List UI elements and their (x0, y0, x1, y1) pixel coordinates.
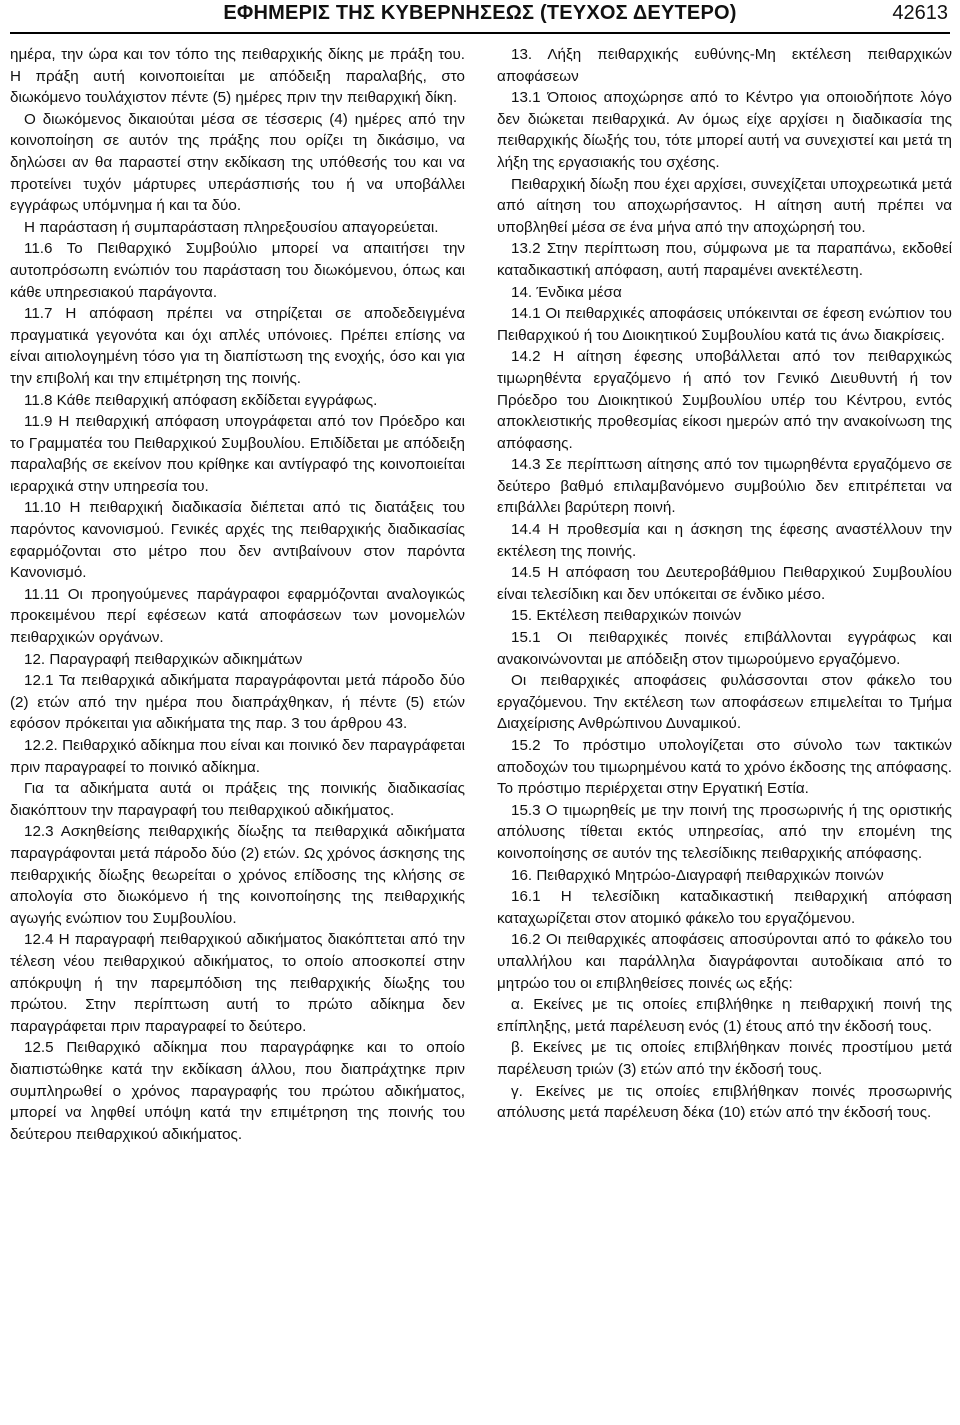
paragraph: 12.5 Πειθαρχικό αδίκημα που παραγράφηκε και το οποίο διαπιστώθηκε κατά την εκδίκαση άλλου, που διαπράχτηκε πριν συμπληρωθεί ο χρόνος παραγραφής του πρώτου αδικήματος, μπορεί να ληφθεί υπόψη κατά την επιμέτρηση της ποινής του δεύτερου πειθαρχικού αδικήματος. (10, 1039, 465, 1143)
paragraph: 15.3 Ο τιμωρηθείς με την ποινή της προσωρινής ή της οριστικής απόλυσης τίθεται εκτός υπηρεσίας, από την επομένη της κοινοποίησης σε αυτόν της τελεσίδικης πειθαρχικής απόφασης. (497, 801, 952, 862)
paragraph: 14.5 Η απόφαση του Δευτεροβάθμιου Πειθαρχικού Συμβουλίου είναι τελεσίδικη και δεν υπόκειται σε ένδικο μέσο. (497, 564, 952, 603)
paragraph: Για τα αδικήματα αυτά οι πράξεις της ποινικής διαδικασίας διακόπτουν την παραγραφή του πειθαρχικού αδικήματος. (10, 780, 465, 819)
paragraph: 12.1 Τα πειθαρχικά αδικήματα παραγράφονται μετά πάροδο δύο (2) ετών από την ημέρα που διαπράχθηκαν, ή πέντε (5) ετών εφόσον πρόκειται για αδικήματα της παρ. 3 του άρθρου 43. (10, 672, 465, 733)
paragraph: 14.4 Η προθεσμία και η άσκηση της έφεσης αναστέλλουν την εκτέλεση της ποινής. (497, 521, 952, 560)
paragraph: Η παράσταση ή συμπαράσταση πληρεξουσίου απαγορεύεται. (24, 218, 439, 236)
paragraph: 14.1 Οι πειθαρχικές αποφάσεις υπόκεινται σε έφεση ενώπιον του Πειθαρχικού ή του Διοικητικού Συμβουλίου κατά τις άνω διακρίσεις. (497, 305, 952, 344)
paragraph: 15.1 Οι πειθαρχικές ποινές επιβάλλονται εγγράφως και ανακοινώνονται με απόδειξη στον τιμωρούμενο εργαζόμενο. (497, 629, 952, 668)
right-column (497, 44, 952, 1124)
left-column (10, 44, 465, 1145)
paragraph: β. Εκείνες με τις οποίες επιβλήθηκαν ποινές προστίμου μετά παρέλευση τριών (3) ετών από την έκδοσή τους. (497, 1039, 952, 1078)
paragraph: 13.1 Όποιος αποχώρησε από το Κέντρο για οποιοδήποτε λόγο δεν διώκεται πειθαρχικά. Αν όμως είχε αρχίσει η διαδικασία της πειθαρχικής δίωξής του, τότε μπορεί αυτή να συνεχιστεί και μετά τη λήξη της εργασιακής του σχέσης. (497, 89, 952, 171)
paragraph: 12.4 Η παραγραφή πειθαρχικού αδικήματος διακόπτεται από την τέλεση νέου πειθαρχικού αδικήματος, το οποίο αποσκοπεί στην απόκρυψη ή την παρεμπόδιση της πειθαρχικής δίωξης του πρώτου. Στην περίπτωση αυτή το πρώτο αδίκημα δεν παραγράφεται πριν παραγραφεί το δεύτερο. (10, 931, 465, 1035)
paragraph: Ο διωκόμενος δικαιούται μέσα σε τέσσερις (4) ημέρες από την κοινοποίηση σε αυτόν της πράξης που ορίζει τη δικάσιμο, να δηλώσει αν θα παραστεί στην εκδίκαση της υπόθεσής του και να προτείνει τυχόν μάρτυρες υπεράσπισής του ή να υποβάλλει εγγράφως υπόμνημα ή και τα δύο. (10, 110, 465, 215)
paragraph: 14.2 Η αίτηση έφεσης υποβάλλεται από τον πειθαρχικώς τιμωρηθέντα εργαζόμενο ή από τον Γενικό Διευθυντή ή τον Πρόεδρο του Διοικητικού Συμβουλίου υπέρ του Κέντρου, εντός αποκλειστικής προθεσμίας είκοσι ημερών από την ανακοίνωση της απόφασης. (497, 348, 952, 452)
paragraph: 12.3 Ασκηθείσης πειθαρχικής δίωξης τα πειθαρχικά αδικήματα παραγράφονται μετά πάροδο δύο (2) ετών. Ως χρόνος άσκησης της πειθαρχικής δίωξης θεωρείται ο χρόνος επίδοσης της κλήσης σε απολογία στο διωκόμενο ή της κοινοποίησης της πειθαρχικής αγωγής ενώπιον του Συμβουλίου. (10, 823, 465, 927)
paragraph: 13. Λήξη πειθαρχικής ευθύνης-Μη εκτέλεση πειθαρχικών αποφάσεων (497, 46, 952, 85)
paragraph: 11.7 Η απόφαση πρέπει να στηρίζεται σε αποδεδειγμένα πραγματικά γεγονότα και όχι απλές υπόνοιες. Πρέπει επίσης να είναι αιτιολογημένη τόσο για τη διαπίστωση της ενοχής, όσο και για την επιβολή και την επιμέτρηση της ποινής. (10, 305, 465, 387)
paragraph: 15.2 Το πρόστιμο υπολογίζεται στο σύνολο των τακτικών αποδοχών του τιμωρημένου κατά το χρόνο έκδοσης της απόφασης. Το πρόστιμο περιέρχεται στην Εργατική Εστία. (497, 737, 952, 798)
paragraph: 16.2 Οι πειθαρχικές αποφάσεις αποσύρονται από το φάκελο του υπαλλήλου και παράλληλα διαγράφονται αυτοδίκαια από το μητρώο του οι επιβληθείσες ποινές ως εξής: (497, 931, 952, 992)
paragraph: Πειθαρχική δίωξη που έχει αρχίσει, συνεχίζεται υποχρεωτικά μετά από αίτηση του αποχωρήσαντος. Η αίτηση αυτή πρέπει να υποβληθεί μέσα σε ένα μήνα από την αποχώρησή του. (497, 175, 952, 236)
paragraph: 15. Εκτέλεση πειθαρχικών ποινών (511, 607, 742, 625)
paragraph: 11.11 Οι προηγούμενες παράγραφοι εφαρμόζονται αναλογικώς προκειμένου περί εφέσεων κατά αποφάσεων των μονομελών πειθαρχικών οργάνων. (10, 585, 465, 647)
paragraph: 16.1 Η τελεσίδικη καταδικαστική πειθαρχική απόφαση καταχωρίζεται στον ατομικό φάκελο του εργαζόμενου. (497, 888, 952, 927)
paragraph: 11.6 Το Πειθαρχικό Συμβούλιο μπορεί να απαιτήσει την αυτοπρόσωπη ενώπιόν του παράσταση του διωκόμενου, όπως και κάθε υπηρεσιακού παράγοντα. (10, 240, 465, 301)
paragraph: 14.3 Σε περίπτωση αίτησης από τον τιμωρηθέντα εργαζόμενο σε δεύτερο βαθμό επιλαμβανόμενο συμβούλιο δεν επιτρέπεται να επιβάλλει βαρύτερη ποινή. (497, 456, 952, 517)
paragraph: γ. Εκείνες με τις οποίες επιβλήθηκαν ποινές προσωρινής απόλυσης μετά παρέλευση δέκα (10) ετών από την έκδοσή τους. (497, 1082, 952, 1122)
paragraph: 11.8 Κάθε πειθαρχική απόφαση εκδίδεται εγγράφως. (24, 391, 378, 409)
paragraph: 12.2. Πειθαρχικό αδίκημα που είναι και ποινικό δεν παραγράφεται πριν παραγραφεί το ποινικό αδίκημα. (10, 737, 465, 776)
paragraph: ημέρα, την ώρα και τον τόπο της πειθαρχικής δίκης με πράξη του. Η πράξη αυτή κοινοποιείται με απόδειξη παραλαβής, στο διωκόμενο τουλάχιστον πέντε (5) ημέρες πριν την πειθαρχική δίκη. (10, 46, 465, 107)
paragraph: Οι πειθαρχικές αποφάσεις φυλάσσονται στον φάκελο του εργαζόμενου. Την εκτέλεση των αποφάσεων επιμελείται το Τμήμα Διαχείρισης Ανθρώπινου Δυναμικού. (497, 672, 952, 733)
paragraph: 11.10 Η πειθαρχική διαδικασία διέπεται από τις διατάξεις του παρόντος κανονισμού. Γενικές αρχές της πειθαρχικής διαδικασίας εφαρμόζονται στο μέτρο που δεν αντιβαίνουν στον παρόντα Κανονισμό. (10, 499, 465, 582)
paragraph: 16. Πειθαρχικό Μητρώο-Διαγραφή πειθαρχικών ποινών (511, 866, 884, 884)
paragraph: α. Εκείνες με τις οποίες επιβλήθηκε η πειθαρχική ποινή της επίπληξης, μετά παρέλευση ενός (1) έτους από την έκδοσή τους. (497, 996, 952, 1035)
gazette-title: ΕΦΗΜΕΡΙΣ ΤΗΣ ΚΥΒΕΡΝΗΣΕΩΣ (ΤΕΥΧΟΣ ΔΕΥΤΕΡΟ) (223, 2, 737, 24)
page-number: 42613 (892, 2, 948, 24)
paragraph: 12. Παραγραφή πειθαρχικών αδικημάτων (24, 650, 303, 668)
header-rule (10, 32, 950, 34)
paragraph: 14. Ένδικα μέσα (511, 283, 622, 301)
paragraph: 11.9 Η πειθαρχική απόφαση υπογράφεται από τον Πρόεδρο και το Γραμματέα του Πειθαρχικού Συμβουλίου. Επιδίδεται με απόδειξη παραλαβής σε εκείνον που κρίθηκε και αντίγραφό της κοινοποιείται ιεραρχικά στην υπηρεσία του. (10, 413, 465, 495)
page-header (0, 0, 960, 30)
paragraph: 13.2 Στην περίπτωση που, σύμφωνα με τα παραπάνω, εκδοθεί καταδικαστική απόφαση, αυτή παραμένει ανεκτέλεστη. (497, 240, 952, 279)
